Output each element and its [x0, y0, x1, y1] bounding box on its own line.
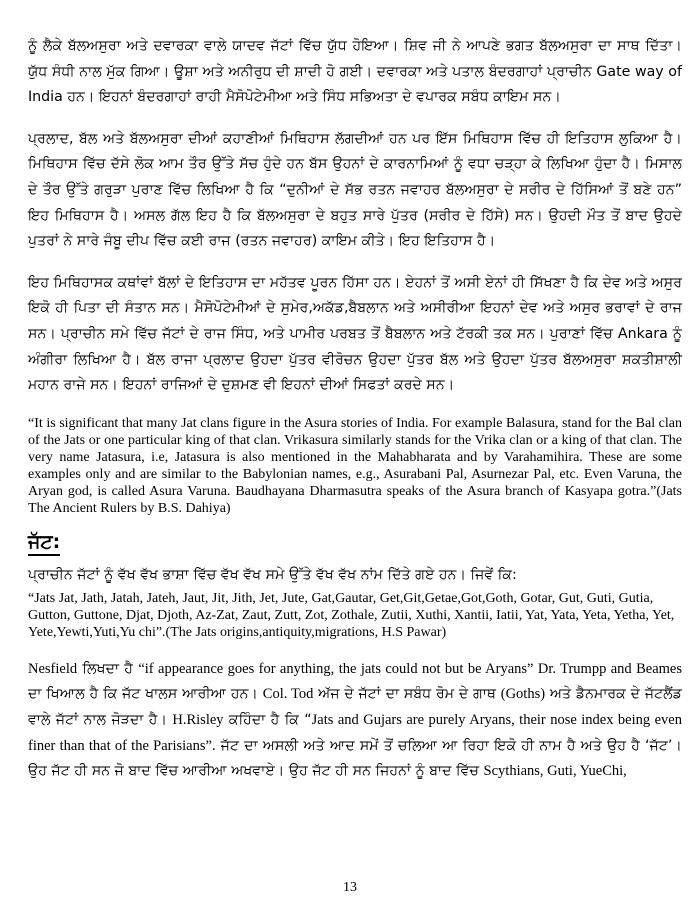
english-quote-dahiya: “It is significant that many Jat clans figure in the Asura stories of India. For example Balasura, stand for the Bal clan of the Jats or one particular king of that clan. Vrikasura similarly stands for the Vrika clan or a king of that clan. The very name Jatasura, i.e, Jatasura is also mentioned in the Mahabharata and by Varahamihira. These are some examples only and are similar to the Babylonian names, e.g., Asurabani Pal, Asurnezar Pal, etc. Even Varuna, the Aryan god, is called Asura Varuna. Baudhayana Dharmasutra speaks of the Asura branch of Kasyapa gotra.”(Jats The Ancient Rulers by B.S. Dahiya) — [28, 415, 682, 516]
paragraph-ushaa-story: ਨੂੰ ਲੈਕੇ ਬੱਲਅਸੁਰਾ ਅਤੇ ਦਵਾਰਕਾ ਵਾਲੇ ਯਾਦਵ ਜੱਟਾਂ ਵਿੱਚ ਯੁੱਧ ਹੋਇਆ। ਸ਼ਿਵ ਜੀ ਨੇ ਆਪਣੇ ਭਗਤ ਬੱਲਅਸੁਰਾ ਦਾ ਸਾਥ ਦਿੱਤਾ। ਯੁੱਧ ਸੰਧੀ ਨਾਲ ਮੁੱਕ ਗਿਆ। ਊਸ਼ਾ ਅਤੇ ਅਨੀਰੁਧ ਦੀ ਸ਼ਾਦੀ ਹੋ ਗਈ। ਦਵਾਰਕਾ ਅਤੇ ਪਤਾਲ ਬੰਦਰਗਾਹਾਂ ਪ੍ਰਾਚੀਨ Gate way of India ਹਨ। ਇਹਨਾਂ ਬੰਦਰਗਾਹਾਂ ਰਾਹੀ ਮੈਸੋਪੋਟੇਮੀਆ ਅਤੇ ਸਿੰਧ ਸਭਿਅਤਾ ਦੇ ਵਪਾਰਕ ਸਬੰਧ ਕਾਇਮ ਸਨ। — [28, 38, 682, 106]
text-en: (Goths) — [500, 686, 546, 703]
text-en: Scythians, Guti, YueChi, — [483, 763, 627, 780]
text-pa: ਅੱਜ ਦੇ ਜੱਟਾਂ ਦਾ ਸਬੰਧ ਰੋਮ ਦੇ ਗਾਥ — [313, 686, 501, 703]
text-pa: ਅਤੇ ਡੈਨਮਾਰਕ ਦੇ ਜੱਟਲੈਂਡ ਵਾਲੇ ਜੱਟਾਂ ਨਾਲ ਜੋੜਦਾ ਹੈ। — [28, 686, 682, 728]
text-en: H.Risley — [172, 711, 224, 728]
page-number: 13 — [343, 880, 357, 895]
text-pa: ਦਾ ਖਿਆਲ ਹੈ ਕਿ ਜੱਟ ਖਾਲਸ ਆਰੀਆ ਹਨ। — [28, 686, 263, 703]
paragraph-mythology-history: ਪ੍ਰਲਾਦ, ਬੱਲ ਅਤੇ ਬੱਲਅਸੁਰਾ ਦੀਆਂ ਕਹਾਣੀਆਂ ਮਿਥਿਹਾਸ ਲੱਗਦੀਆਂ ਹਨ ਪਰ ਇੱਸ ਮਿਥਿਹਾਸ ਵਿੱਚ ਹੀ ਇਤਿਹਾਸ ਲੁਕਿਆ ਹੈ। ਮਿਥਿਹਾਸ ਵਿੱਚ ਦੱਸੇ ਲੋਕ ਆਮ ਤੌਰ ਉੱਤੇ ਸੱਚ ਹੁੰਦੇ ਹਨ ਬੱਸ ਉਹਨਾਂ ਦੇ ਕਾਰਨਾਮਿਆਂ ਨੂੰ ਵਧਾ ਚੜ੍ਹਾ ਕੇ ਲਿਖਿਆ ਹੁੰਦਾ ਹੈ। ਮਿਸਾਲ ਦੇ ਤੌਰ ਉੱਤੇ ਗਰੁੜਾ ਪੁਰਾਣ ਵਿੱਚ ਲਿਖਿਆ ਹੈ ਕਿ “ਦੁਨੀਆਂ ਦੇ ਸੱਭ ਰਤਨ ਜਵਾਹਰ ਬੱਲਅਸੁਰਾ ਦੇ ਸਰੀਰ ਦੇ ਹਿੱਸਿਆਂ ਤੋਂ ਬਣੇ ਹਨ” ਇਹ ਮਿਥਿਹਾਸ ਹੈ। ਅਸਲ ਗੱਲ ਇਹ ਹੈ ਕਿ ਬੱਲਅਸੁਰਾ ਦੇ ਬਹੁਤ ਸਾਰੇ ਪੁੱਤਰ (ਸਰੀਰ ਦੇ ਹਿੱਸੇ) ਸਨ। ਉਹਦੀ ਮੌਤ ਤੋਂ ਬਾਦ ਉਹਦੇ ਪੁਤਰਾਂ ਨੇ ਸਾਰੇ ਜੰਬੂ ਦੀਪ ਵਿੱਚ ਕਈ ਰਾਜ (ਰਤਨ ਜਵਾਹਰ) ਕਾਇਮ ਕੀਤੇ। ਇਹ ਇਤਿਹਾਸ ਹੈ। — [28, 130, 682, 250]
section-heading-jatt — [28, 531, 682, 553]
text-en: Col. Tod — [262, 686, 314, 703]
text-pa: ਕਹਿੰਦਾ ਹੈ ਕਿ “ — [223, 711, 312, 728]
text-en: “if appearance goes for anything, the jats could not but be Aryans” Dr. Trumpp and Beames — [138, 660, 682, 677]
text-pa: ਲਿਖਦਾ ਹੈ — [77, 660, 139, 677]
text-en: Jats and Gujars are purely Aryans, their nose index being even finer than that of the Parisians”. — [28, 711, 682, 754]
text-en: Nesfield — [28, 660, 78, 677]
heading-text: ਜੱਟ: — [28, 531, 60, 556]
paragraph-aryans — [28, 657, 682, 785]
text-pa: ਜੱਟ ਦਾ ਅਸਲੀ ਅਤੇ ਆਦ ਸਮੇਂ ਤੋਂ ਚਲਿਆ ਆ ਰਿਹਾ ਇਕੋ ਹੀ ਨਾਮ ਹੈ ਅਤੇ ਉਹ ਹੈ ‘ਜੱਟ’। ਉਹ ਜੱਟ ਹੀ ਸਨ ਜੋ ਬਾਦ ਵਿੱਚ ਆਰੀਆ ਅਖਵਾਏ। ਉਹ ਜੱਟ ਹੀ ਸਨ ਜਿਹਨਾਂ ਨੂੰ ਬਾਦ ਵਿੱਚ — [28, 737, 682, 780]
jat-names-quote: “Jats Jat, Jath, Jatah, Jateh, Jaut, Jit, Jith, Jet, Jute, Gat,Gautar, Get,Git,Getae,Got,Goth, Gotar, Gut, Guti, Gutia, Gutton, Guttone, Djat, Djoth, Az-Zat, Zaut, Zutt, Zot, Zothale, Zutii, Xuthi, Xantii, Iatii, Yat, Yata, Yeta, Yetha, Yet, Yete,Yewti,Yuti,Yu chi”.(The Jats origins,antiquity,migrations, H.S Pawar) — [28, 590, 675, 640]
paragraph-dev-asur: ਇਹ ਮਿਥਿਹਾਸਕ ਕਥਾਂਵਾਂ ਬੱਲਾਂ ਦੇ ਇਤਿਹਾਸ ਦਾ ਮਹੱਤਵ ਪੂਰਨ ਹਿੱਸਾ ਹਨ। ਏਹਨਾਂ ਤੋਂ ਅਸੀ ਏਨਾਂ ਹੀ ਸਿੱਖਣਾ ਹੈ ਕਿ ਦੇਵ ਅਤੇ ਅਸੁਰ ਇਕੋ ਹੀ ਪਿਤਾ ਦੀ ਸੰਤਾਨ ਸਨ। ਮੈਸੋਪੋਟੇਮੀਆਂ ਦੇ ਸੁਮੇਰ,ਅਕੱਡ,ਬੈਬਲਾਨ ਅਤੇ ਅਸੀਰੀਆ ਇਹਨਾਂ ਦੇਵ ਅਤੇ ਅਸੁਰ ਭਰਾਵਾਂ ਦੇ ਰਾਜ ਸਨ। ਪ੍ਰਾਚੀਨ ਸਮੇ ਵਿੱਚ ਜੱਟਾਂ ਦੇ ਰਾਜ ਸਿੰਧ, ਅਤੇ ਪਾਮੀਰ ਪਰਬਤ ਤੋਂ ਬੈਬਲਾਨ ਅਤੇ ਟੱਰਕੀ ਤਕ ਸਨ। ਪੁਰਾਣਾਂ ਵਿੱਚ Ankara ਨੂੰ ਅੰਗੀਰਾ ਲਿਖਿਆ ਹੈ। ਬੱਲ ਰਾਜਾ ਪ੍ਰਲਾਦ ਉਹਦਾ ਪੁੱਤਰ ਵੀਰੋਚਨ ਉਹਦਾ ਪੁੱਤਰ ਬੱਲ ਅਤੇ ਉਹਦਾ ਪੁੱਤਰ ਬੱਲਅਸੁਰਾ ਸ਼ਕਤੀਸ਼ਾਲੀ ਮਹਾਨ ਰਾਜੇ ਸਨ। ਇਹਨਾਂ ਰਾਜਿਆਂ ਦੇ ਦੁਸ਼ਮਣ ਵੀ ਇਹਨਾਂ ਦੀਆਂ ਸਿਫਤਾਂ ਕਰਦੇ ਸਨ। — [28, 274, 682, 394]
document-page — [28, 34, 682, 785]
intro-line: ਪ੍ਰਾਚੀਨ ਜੱਟਾਂ ਨੂੰ ਵੱਖ ਵੱਖ ਭਾਸ਼ਾ ਵਿੱਚ ਵੱਖ ਵੱਖ ਸਮੇ ਉੱਤੇ ਵੱਖ ਵੱਖ ਨਾਂਮ ਦਿੱਤੇ ਗਏ ਹਨ। ਜਿਵੇਂ ਕਿ: — [28, 566, 517, 583]
